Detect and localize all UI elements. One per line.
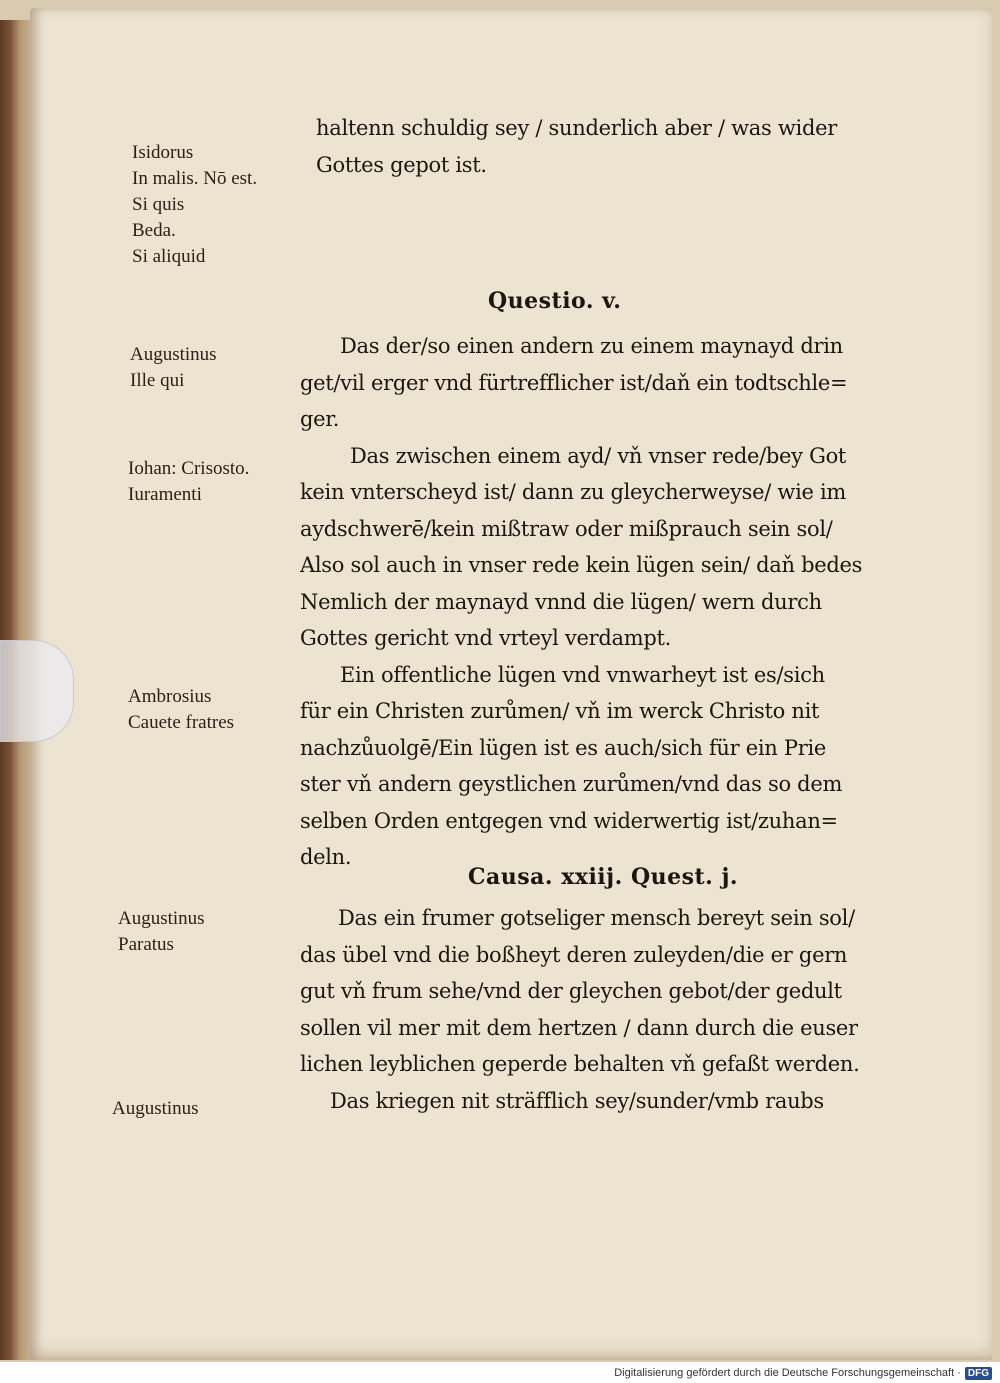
section-heading-questio: Questio. v. bbox=[488, 288, 622, 314]
margin-note-line: Ambrosius bbox=[128, 686, 212, 707]
text-line: Gottes gepot ist. bbox=[316, 152, 487, 177]
margin-note-line: In malis. Nō est. bbox=[132, 168, 258, 189]
text-line: Das der/so einen andern zu einem maynayd drin bbox=[340, 334, 843, 358]
margin-note-line: Si quis bbox=[132, 194, 185, 215]
margin-note-line: Iohan: Crisosto. bbox=[128, 458, 250, 479]
margin-note-line: Augustinus bbox=[112, 1098, 199, 1119]
text-line: selben Orden entgegen vnd widerwertig ist/zuhan= bbox=[300, 808, 838, 833]
margin-note-line: Si aliquid bbox=[132, 246, 206, 267]
page-clip bbox=[0, 640, 74, 742]
dfg-logo-icon: DFG bbox=[965, 1367, 992, 1380]
text-block-2 bbox=[300, 328, 965, 876]
text-line: das übel vnd die boßheyt deren zuleyden/die er gern bbox=[300, 942, 848, 967]
section-heading-causa: Causa. xxiij. Quest. j. bbox=[468, 864, 739, 890]
margin-note-line: Beda. bbox=[132, 220, 176, 241]
text-line: Gottes gericht vnd vrteyl verdampt. bbox=[300, 626, 671, 650]
margin-note-line: Paratus bbox=[118, 934, 174, 955]
footer-text: Digitalisierung gefördert durch die Deutsche Forschungsgemeinschaft · bbox=[614, 1367, 961, 1379]
text-line: für ein Christen zurůmen/ vň im werck Christo nit bbox=[300, 699, 820, 723]
text-line: lichen leyblichen geperde behalten vň gefaßt werden. bbox=[300, 1052, 860, 1076]
margin-note-line: Iuramenti bbox=[128, 484, 202, 505]
margin-note-line: Ille qui bbox=[130, 370, 185, 391]
footer-credit bbox=[614, 1364, 992, 1382]
text-line: Ein offentliche lügen vnd vnwarheyt ist es/sich bbox=[340, 662, 825, 687]
text-line: ster vň andern geystlichen zurůmen/vnd das so dem bbox=[300, 772, 843, 796]
text-line: Das zwischen einem ayd/ vň vnser rede/bey Got bbox=[350, 443, 847, 468]
margin-note-augustinus-3 bbox=[112, 1096, 199, 1122]
text-line: aydschwerē/kein mißtraw oder mißprauch sein sol/ bbox=[300, 516, 833, 541]
text-line: deln. bbox=[300, 845, 352, 869]
margin-note-line: Augustinus bbox=[130, 344, 217, 365]
margin-note-line: Cauete fratres bbox=[128, 712, 235, 733]
text-line: Das ein frumer gotseliger mensch bereyt sein sol/ bbox=[338, 906, 855, 930]
text-line: nachzůuolgē/Ein lügen ist es auch/sich für ein Prie bbox=[300, 735, 827, 760]
margin-note-ambrosius bbox=[128, 684, 234, 736]
text-line: haltenn schuldig sey / sunderlich aber / was wider bbox=[316, 116, 837, 140]
text-line: ger. bbox=[300, 407, 340, 431]
margin-note-augustinus-2 bbox=[118, 906, 205, 958]
margin-note-augustinus-1 bbox=[130, 342, 217, 394]
margin-note-line: Isidorus bbox=[132, 142, 194, 163]
text-line: kein vnterscheyd ist/ dann zu gleycherweyse/ wie im bbox=[300, 480, 847, 504]
margin-note-isidorus bbox=[132, 140, 257, 270]
margin-note-iohan bbox=[128, 456, 249, 508]
text-block-3 bbox=[300, 900, 965, 1119]
text-block-1 bbox=[316, 110, 981, 183]
text-line: get/vil erger vnd fürtrefflicher ist/daň ein todtschle= bbox=[300, 370, 848, 395]
text-line: Nemlich der maynayd vnnd die lügen/ wern durch bbox=[300, 589, 822, 614]
text-line: Also sol auch in vnser rede kein lügen sein/ daň bedes bbox=[300, 553, 863, 577]
margin-note-line: Augustinus bbox=[118, 908, 205, 929]
text-line: Das kriegen nit sträfflich sey/sunder/vmb raubs bbox=[330, 1088, 824, 1113]
text-line: sollen vil mer mit dem hertzen / dann durch die euser bbox=[300, 1015, 858, 1040]
text-line: gut vň frum sehe/vnd der gleychen gebot/der gedult bbox=[300, 979, 842, 1003]
